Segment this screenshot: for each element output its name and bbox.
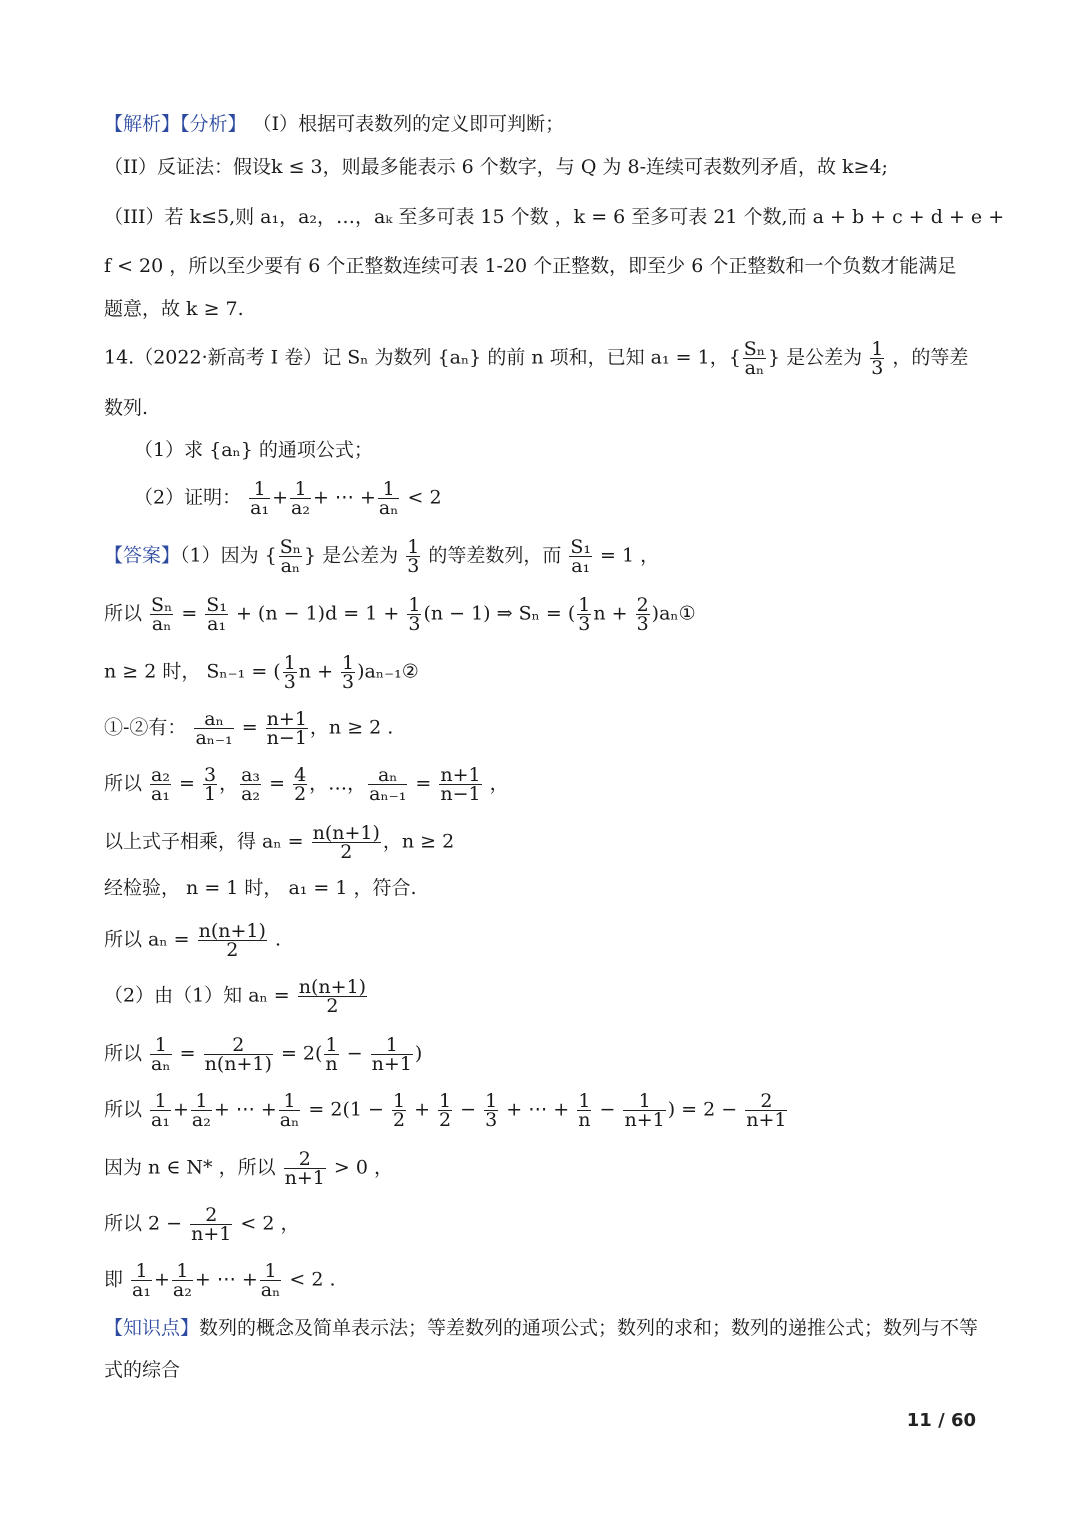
part-2-line-1	[104, 978, 984, 1015]
fraction-1-over-a1	[131, 1262, 152, 1299]
fraction-numerator: S₁	[206, 594, 227, 616]
step-3-text-a: ①-②有：	[104, 716, 193, 739]
analysis-line-5: 题意，故 k ≥ 7.	[104, 298, 244, 320]
part-2-line-3-text-d: + ⋯ +	[500, 1098, 576, 1121]
fraction-Sn-over-an	[150, 596, 173, 633]
fraction-denominator: 2	[439, 1109, 452, 1131]
part-2-line-3-text-b: = 2(1 −	[302, 1098, 390, 1121]
answer-line-1: 【答案】（1）因为 { $\frac{\text{Sₙ}}{\text{aₙ}}$ } 是公差为 $\frac{1}{3}$ 的等差数列，而 $\frac{\text{S₁}}{\text{a₁}}$ = 1 ，	[104, 536, 660, 577]
fraction-numerator: 1	[578, 594, 591, 616]
knowledge-point-line-2: 式的综合	[104, 1359, 181, 1381]
part-2-line-6-text-b: < 2 .	[283, 1268, 336, 1291]
fraction-Sn-over-an	[743, 340, 766, 377]
fraction-numerator: n(n+1)	[298, 976, 367, 998]
part-2-line-2-text-c: )	[414, 1042, 423, 1065]
fraction-denominator: n+1	[284, 1167, 325, 1189]
question-part-2: （2）证明： $\frac{1}{\text{a₁}}$ + $\frac{1}{\text{a₂}}$ + ⋯ + $\frac{1}{\text{aₙ}}$ < 2	[134, 478, 442, 519]
fraction-numerator: 1	[578, 1090, 591, 1112]
step-2-text-b: n +	[298, 660, 340, 683]
fraction-numerator: 1	[408, 594, 421, 616]
analysis-line-3: （III）若 k≤5,则 a₁，a₂，…，aₖ 至多可表 15 个数 ，k = 6 至多可表 21 个数,而 a + b + c + d + e +	[104, 206, 1005, 228]
fraction-S1-over-a1	[569, 538, 592, 575]
fraction-denominator: aₙ	[151, 1053, 171, 1075]
step-line-5	[104, 824, 984, 861]
fraction-1-over-a1	[150, 1092, 171, 1129]
fraction-numerator: aₙ	[194, 710, 233, 729]
fraction-one-third	[406, 538, 420, 575]
analysis-line-2: （II）反证法：假设k ≤ 3，则最多能表示 6 个数字，与 Q 为 8-连续可表数列矛盾，故 k≥4;	[104, 156, 888, 178]
fraction-numerator: 1	[871, 338, 884, 360]
fraction-1-over-a2	[191, 1092, 212, 1129]
fraction-denominator: aₙ	[151, 613, 172, 635]
fraction-1-over-an	[378, 480, 400, 517]
part-2-line-3-text-e: ) = 2 −	[667, 1098, 744, 1121]
fraction-denominator: n(n+1)	[204, 1053, 272, 1075]
fraction-denominator: aₙ	[378, 497, 399, 519]
fraction-1-over-n	[324, 1036, 338, 1073]
step-2-text-c: )aₙ₋₁②	[357, 660, 419, 683]
fraction-2-over-np1	[284, 1150, 326, 1187]
fraction-denominator: a₁	[207, 613, 227, 635]
fraction-a3-over-a2	[240, 766, 261, 803]
step-1-text-b: + (n − 1)d = 1 +	[229, 602, 406, 625]
fraction-denominator: 2	[392, 1109, 406, 1131]
fraction-denominator: a₁	[151, 1109, 170, 1131]
fraction-numerator: 1	[392, 1090, 406, 1112]
fraction-1-over-a2	[172, 1262, 193, 1299]
step-line-6: 经检验， n = 1 时， a₁ = 1 ，符合.	[104, 877, 417, 899]
fraction-denominator: 3	[636, 613, 649, 635]
fraction-denominator: 1	[204, 783, 217, 805]
fraction-4-over-2	[293, 766, 307, 803]
answer-text-c: 的等差数列，而	[422, 544, 568, 567]
step-1-text-d: n +	[593, 602, 634, 625]
fraction-numerator: 3	[204, 764, 217, 786]
part-2-line-5	[104, 1206, 984, 1243]
knowledge-point-text-1: 数列的概念及简单表示法；等差数列的通项公式；数列的求和；数列的递推公式；数列与不等	[199, 1317, 979, 1339]
fraction-one-third	[407, 596, 421, 633]
step-line-2	[104, 654, 984, 691]
step-3-text-b: =	[235, 716, 264, 739]
step-line-1: 所以 $\frac{\text{Sₙ}}{\text{aₙ}}$ = $\frac{\text{S₁}}{\text{a₁}}$ + (n − 1)d = 1 + $\frac{1}{3}$ (n − 1) ⇒ Sₙ = ( $\frac{1}{3}$ n + $\frac{2}{3}$ )aₙ①	[104, 594, 696, 635]
question-14-line: 14.（2022·新高考 I 卷）记 Sₙ 为数列 {aₙ} 的前 n 项和，已知 a₁ = 1，{ $\frac{\text{Sₙ}}{\text{aₙ}}$ } 是公差为 $\frac{1}{3}$ ，的等差	[104, 338, 969, 379]
fraction-1-over-np1	[371, 1036, 413, 1073]
fraction-Sn-over-an	[279, 538, 302, 575]
part-2-line-3-label: 所以	[104, 1098, 149, 1121]
fraction-numerator: a₂	[151, 764, 170, 786]
fraction-a2-over-a1	[150, 766, 171, 803]
fraction-one-third	[577, 596, 591, 633]
fraction-numerator: n+1	[440, 764, 481, 786]
fraction-numerator: 1	[485, 1090, 498, 1112]
step-2-text-a: n ≥ 2 时， Sₙ₋₁ = (	[104, 660, 281, 683]
fraction-denominator: a₁	[151, 783, 170, 805]
fraction-1-over-n	[577, 1092, 591, 1129]
fraction-numerator: 1	[279, 1092, 301, 1111]
part-2-line-5-text-a: 所以 2 −	[104, 1212, 189, 1235]
fraction-numerator: 1	[439, 1090, 452, 1112]
fraction-numerator: Sₙ	[279, 536, 301, 558]
step-5-text-b: ，n ≥ 2	[382, 830, 455, 853]
fraction-an-over-an1	[368, 766, 407, 803]
fraction-numerator: 1	[290, 480, 311, 499]
fraction-numerator: a₃	[241, 764, 261, 786]
fraction-denominator: a₁	[571, 555, 591, 577]
step-line-7	[104, 922, 984, 959]
fraction-denominator: a₂	[191, 1109, 211, 1131]
fraction-denominator: a₁	[250, 497, 270, 519]
step-7-text-b: .	[268, 928, 281, 951]
fraction-denominator: aₙ	[744, 357, 765, 379]
fraction-1-over-np1	[623, 1092, 665, 1129]
fraction-1-over-2	[438, 1092, 452, 1129]
fraction-numerator: 1	[150, 1036, 172, 1055]
fraction-numerator: aₙ	[368, 766, 407, 785]
fraction-denominator: 3	[407, 555, 420, 577]
fraction-2-over-nn1	[204, 1036, 273, 1073]
fraction-numerator: S₁	[570, 536, 592, 558]
fraction-denominator: a₂	[291, 497, 310, 519]
fraction-denominator: a₂	[172, 1279, 192, 1301]
question-part-1: （1）求 {aₙ} 的通项公式；	[134, 439, 373, 461]
question-14-text-c: ，的等差	[886, 346, 969, 369]
fraction-denominator: n+1	[371, 1053, 412, 1075]
fraction-numerator: 1	[172, 1262, 193, 1281]
step-4-text-b: ，…，	[309, 772, 367, 795]
fraction-denominator: 2	[340, 841, 353, 863]
fraction-two-third	[636, 596, 650, 633]
step-5-text-a: 以上式子相乘，得 aₙ =	[104, 830, 310, 853]
answer-tag: 【答案】	[104, 544, 181, 567]
fraction-numerator: Sₙ	[743, 338, 766, 360]
fraction-denominator: 2	[226, 939, 239, 961]
fraction-numerator: n+1	[266, 708, 307, 730]
part-2-text-a: （2）由（1）知 aₙ =	[104, 984, 296, 1007]
question-part-2-tail: < 2	[401, 486, 442, 509]
fraction-numerator: 2	[636, 594, 649, 616]
part-2-line-6-label: 即	[104, 1268, 130, 1291]
fraction-denominator: n+1	[191, 1223, 232, 1245]
fraction-1-over-2	[392, 1092, 406, 1129]
fraction-denominator: aₙ₋₁	[195, 727, 233, 749]
step-4-text-c: ，	[483, 772, 509, 795]
fraction-nn1-over-2	[198, 922, 267, 959]
fraction-denominator: n−1	[266, 727, 307, 749]
part-2-line-2-text-b: = 2(	[274, 1042, 323, 1065]
step-4-label: 所以	[104, 772, 149, 795]
fraction-numerator: 1	[371, 1036, 413, 1055]
part-2-line-4-text-b: > 0 ，	[327, 1156, 394, 1179]
fraction-numerator: 1	[407, 536, 420, 558]
fraction-numerator: 1	[249, 480, 270, 499]
fraction-denominator: n−1	[440, 783, 481, 805]
fraction-1-over-a1	[249, 480, 270, 517]
fraction-numerator: 1	[260, 1262, 282, 1281]
fraction-denominator: 3	[578, 613, 591, 635]
fraction-denominator: n	[578, 1109, 591, 1131]
fraction-one-third	[870, 340, 884, 377]
step-7-text-a: 所以 aₙ =	[104, 928, 196, 951]
fraction-3-over-1	[203, 766, 217, 803]
question-14-line-2: 数列.	[104, 397, 149, 419]
question-part-2-label: （2）证明：	[134, 486, 242, 509]
fraction-nn1-over-2	[298, 978, 367, 1015]
answer-text-d: = 1 ，	[594, 544, 660, 567]
part-2-line-4-text-a: 因为 n ∈ N* ，所以	[104, 1156, 282, 1179]
fraction-one-third	[283, 654, 297, 691]
part-2-line-2: 所以 $\frac{1}{\text{aₙ}}$ = $\frac{2}{n(n+1)}$ = 2( $\frac{1}{n}$ − $\frac{1}{n+1}$ )	[104, 1034, 423, 1075]
knowledge-point-line-1	[104, 1314, 984, 1342]
part-2-line-3-text-c: +	[408, 1098, 437, 1121]
fraction-denominator: 2	[294, 783, 307, 805]
fraction-denominator: a₁	[132, 1279, 151, 1301]
answer-text-a: （1）因为	[180, 544, 265, 567]
fraction-numerator: 1	[283, 652, 296, 674]
part-2-line-3: 所以 $\frac{1}{\text{a₁}}$ + $\frac{1}{\text{a₂}}$ + ⋯ + $\frac{1}{\text{aₙ}}$ = 2(1 − $\frac{1}{2}$ + $\frac{1}{2}$ − $\frac{1}{3}$ + ⋯ + $\frac{1}{n}$ − $\frac{1}{n+1}$ ) = 2 − $\frac{2}{n+1}$	[104, 1090, 787, 1131]
page-number: 11 / 60	[906, 1410, 976, 1431]
step-1-text-c: (n − 1) ⇒ Sₙ = (	[423, 602, 576, 625]
knowledge-point-tag: 【知识点】	[104, 1317, 200, 1339]
fraction-denominator: aₙ	[260, 1279, 281, 1301]
answer-text-b: 是公差为	[316, 544, 405, 567]
fraction-numerator: 2	[284, 1150, 326, 1169]
fraction-denominator: 3	[871, 357, 884, 379]
fraction-one-third	[341, 654, 355, 691]
fraction-denominator: aₙ₋₁	[369, 783, 407, 805]
fraction-numerator: 4	[294, 764, 307, 786]
fraction-denominator: 3	[283, 671, 296, 693]
fraction-numerator: n(n+1)	[198, 920, 266, 942]
analysis-tag: 【解析】【分析】	[104, 113, 247, 135]
fraction-denominator: n+1	[746, 1109, 787, 1131]
fraction-denominator: 3	[342, 671, 355, 693]
fraction-one-third	[484, 1092, 498, 1129]
step-1-text-e: )aₙ①	[651, 602, 696, 625]
part-2-line-2-label: 所以	[104, 1042, 149, 1065]
part-2-line-4	[104, 1150, 984, 1187]
fraction-denominator: 3	[485, 1109, 498, 1131]
part-2-line-5-text-b: < 2 ，	[234, 1212, 300, 1235]
fraction-np1-over-nm1	[439, 766, 481, 803]
fraction-numerator: 1	[342, 652, 355, 674]
fraction-denominator: aₙ	[279, 1109, 300, 1131]
fraction-numerator: Sₙ	[151, 594, 173, 616]
analysis-line-1	[104, 110, 984, 138]
analysis-text-1: （I）根据可表数列的定义即可判断；	[252, 113, 565, 135]
question-14-text-a: 14.（2022·新高考 I 卷）记 Sₙ 为数列 {aₙ} 的前 n 项和，已知 a₁ = 1，	[104, 346, 729, 369]
fraction-S1-over-a1	[205, 596, 228, 633]
fraction-numerator: 2	[745, 1092, 787, 1111]
fraction-denominator: 2	[326, 995, 339, 1017]
fraction-denominator: n	[325, 1053, 338, 1075]
fraction-numerator: 2	[204, 1036, 273, 1055]
fraction-2-over-np1	[190, 1206, 232, 1243]
fraction-denominator: aₙ	[280, 555, 301, 577]
fraction-denominator: a₂	[241, 783, 261, 805]
part-2-line-6: 即 $\frac{1}{\text{a₁}}$ + $\frac{1}{\text{a₂}}$ + ⋯ + $\frac{1}{\text{aₙ}}$ < 2 .	[104, 1260, 336, 1301]
fraction-an-over-an1	[194, 710, 233, 747]
fraction-1-over-a2	[290, 480, 311, 517]
step-3-text-c: ，n ≥ 2 .	[309, 716, 394, 739]
fraction-numerator: 1	[623, 1092, 665, 1111]
fraction-np1-over-nm1	[266, 710, 308, 747]
fraction-numerator: 1	[191, 1092, 212, 1111]
step-line-3	[104, 710, 984, 747]
fraction-numerator: 1	[325, 1034, 338, 1056]
fraction-numerator: n(n+1)	[312, 822, 380, 844]
fraction-1-over-an	[279, 1092, 301, 1129]
question-14-text-b: 是公差为	[780, 346, 869, 369]
fraction-2-over-np1	[745, 1092, 787, 1129]
fraction-1-over-an	[260, 1262, 282, 1299]
fraction-denominator: 3	[408, 613, 421, 635]
fraction-numerator: 2	[190, 1206, 232, 1225]
fraction-numerator: 1	[378, 480, 400, 499]
fraction-numerator: 1	[150, 1092, 171, 1111]
step-line-4: 所以 $\frac{\text{a₂}}{\text{a₁}}$ = $\frac{3}{1}$ ， $\frac{\text{a₃}}{\text{a₂}}$ = $\frac{4}{2}$ ，…， $\frac{\text{aₙ}}{\text{aₙ₋₁}}$ = $\frac{n+1}{n-1}$ ，	[104, 764, 509, 805]
fraction-nn1-over-2	[312, 824, 381, 861]
fraction-1-over-an	[150, 1036, 172, 1073]
fraction-numerator: 1	[131, 1262, 152, 1281]
fraction-denominator: n+1	[624, 1109, 665, 1131]
analysis-line-4: f < 20 ，所以至少要有 6 个正整数连续可表 1-20 个正整数，即至少 6 个正整数和一个负数才能满足	[104, 255, 957, 277]
step-1-label: 所以	[104, 602, 149, 625]
